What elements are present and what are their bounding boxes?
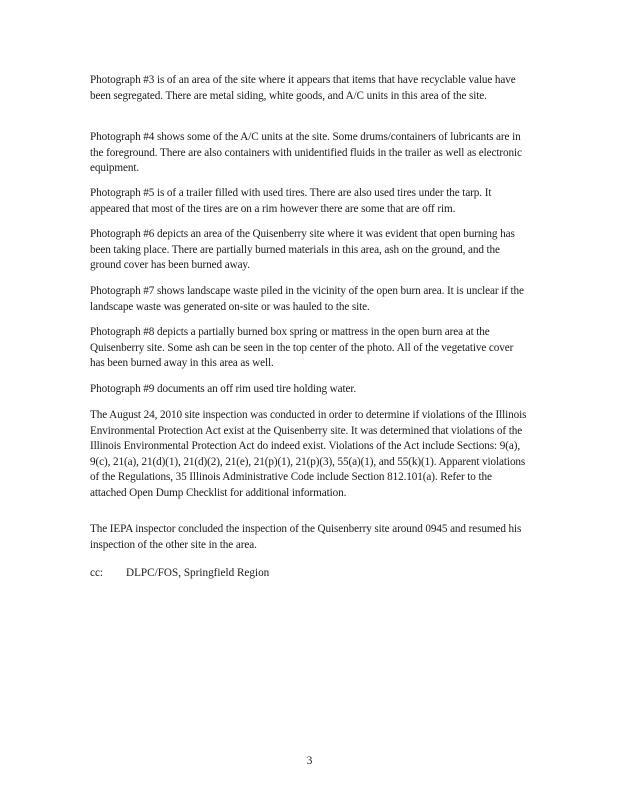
- cc-label: cc:: [90, 567, 104, 579]
- paragraph-photograph-9: Photograph #9 documents an off rim used tire holding water.: [90, 383, 357, 395]
- paragraph-inspection-findings: The August 24, 2010 site inspection was conducted in order to determine if violations of the Illinois Environmental Protection Act exist at the Quisenberry site. It was determined that violations of the Illinois Environmental Protection Act do indeed exist. Violations of the Act include Sections: 9(a), 9(c), 21(a), 21(d)(1), 21(d)(2), 21(e), 21(p)(1), 21(p)(3), 55(a)(1), and 55(k)(1). Apparent violations of the Regulations, 35 Illinois Administrative Code include Section 812.101(a). Refer to the attached Open Dump Checklist for additional information.: [90, 409, 527, 499]
- cc-recipient: DLPC/FOS, Springfield Region: [126, 567, 270, 579]
- paragraph-photograph-6: Photograph #6 depicts an area of the Quisenberry site where it was evident that open burning has been taking place. There are partially burned materials in this area, ash on the ground, and the ground cover has been burned away.: [90, 228, 515, 271]
- paragraph-photograph-5: Photograph #5 is of a trailer filled with used tires. There are also used tires under the tarp. It appeared that most of the tires are on a rim however there are some that are off rim.: [90, 187, 492, 215]
- paragraph-photograph-7: Photograph #7 shows landscape waste piled in the vicinity of the open burn area. It is unclear if the landscape waste was generated on-site or was hauled to the site.: [90, 285, 524, 313]
- page-number: 3: [306, 755, 313, 767]
- paragraph-photograph-4: Photograph #4 shows some of the A/C units at the site. Some drums/containers of lubricants are in the foreground. There are also containers with unidentified fluids in the trailer as well as electronic equipment.: [90, 131, 522, 174]
- paragraph-inspection-conclusion: The IEPA inspector concluded the inspection of the Quisenberry site around 0945 and resumed his inspection of the other site in the area.: [90, 523, 522, 551]
- paragraph-photograph-8: Photograph #8 depicts a partially burned box spring or mattress in the open burn area at the Quisenberry site. Some ash can be seen in the top center of the photo. All of the vegetative cover has been burned away in this area as well.: [90, 326, 514, 369]
- paragraph-photograph-3: Photograph #3 is of an area of the site where it appears that items that have recyclable value have been segregated. There are metal siding, white goods, and A/C units in this area of the site.: [90, 74, 516, 102]
- cc-line: [90, 566, 269, 582]
